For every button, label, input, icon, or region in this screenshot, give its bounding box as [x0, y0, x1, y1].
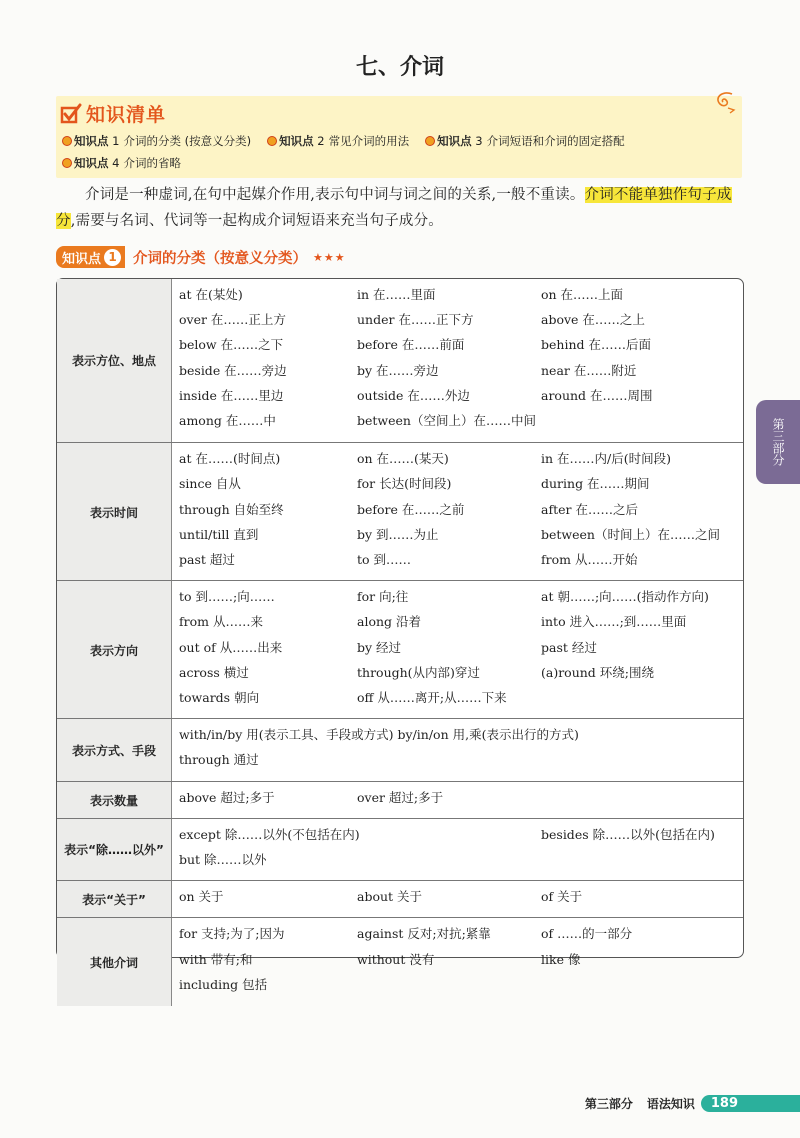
- table-row: [57, 880, 743, 918]
- preposition-entry: without 没有: [357, 951, 435, 967]
- preposition-entry: for 长达(时间段): [357, 476, 452, 492]
- preposition-entry: of ……的一部分: [541, 926, 633, 942]
- preposition-entry: past 经过: [541, 639, 597, 655]
- row-category-label: 表示“除……以外”: [57, 819, 172, 881]
- table-row: [57, 580, 743, 719]
- row-category-label: 表示数量: [57, 782, 172, 819]
- preposition-entry: across 横过: [179, 664, 249, 680]
- bullet-icon: [62, 158, 72, 168]
- preposition-entry: out of 从……出来: [179, 639, 283, 655]
- preposition-entry: behind 在……后面: [541, 337, 651, 353]
- preposition-entry: near 在……附近: [541, 362, 637, 378]
- page-number: 189: [701, 1095, 800, 1112]
- bullet-icon: [425, 136, 435, 146]
- knowledge-point-item[interactable]: 知识点 2 常见介词的用法: [267, 130, 409, 152]
- preposition-entry: under 在……正下方: [357, 312, 474, 328]
- preposition-entry: along 沿着: [357, 614, 422, 630]
- footer-section: 第三部分: [584, 1097, 633, 1111]
- preposition-entry: among 在……中: [179, 413, 276, 428]
- preposition-entry: except 除……以外(不包括在内): [179, 826, 360, 842]
- preposition-entry: by 到……为止: [357, 526, 439, 542]
- section-badge: 知识点 1: [56, 246, 125, 268]
- intro-paragraph: 介词是一种虚词,在句中起媒介作用,表示句中词与词之间的关系,一般不重读。介词不能单独作句子成分,需要与名词、代词等一起构成介词短语来充当句子成分。: [56, 187, 732, 229]
- preposition-entry: around 在……周围: [541, 387, 653, 403]
- highlighted-text: 介词不能单独作句子成分: [56, 187, 732, 229]
- preposition-entry: with/in/by 用(表示工具、手段或方式) by/in/on 用,乘(表示出行的方式): [179, 727, 579, 743]
- preposition-entry: before 在……前面: [357, 337, 465, 353]
- preposition-entry: after 在……之后: [541, 501, 638, 517]
- preposition-entry: for 向;往: [357, 589, 409, 605]
- table-row: [57, 917, 743, 1006]
- table-row: [57, 442, 743, 581]
- preposition-entry: against 反对;对抗;紧靠: [357, 926, 491, 942]
- preposition-entry: before 在……之前: [357, 501, 465, 517]
- table-row: [57, 279, 743, 442]
- preposition-entry: (a)round 环绕;围绕: [541, 664, 654, 680]
- row-category-label: 其他介词: [57, 918, 172, 1006]
- preposition-entry: to 到……: [357, 551, 412, 567]
- preposition-entry: on 在……(某天): [357, 451, 449, 467]
- preposition-entry: like 像: [541, 951, 581, 967]
- preposition-entry: until/till 直到: [179, 526, 259, 542]
- preposition-entry: with 带有;和: [179, 951, 253, 967]
- preposition-entry: about 关于: [357, 889, 423, 905]
- preposition-entry: above 在……之上: [541, 312, 645, 328]
- checkbox-check-icon: [60, 103, 82, 125]
- bullet-icon: [62, 136, 72, 146]
- preposition-entry: over 超过;多于: [357, 789, 444, 805]
- preposition-entry: through(从内部)穿过: [357, 664, 480, 680]
- table-row: [57, 718, 743, 781]
- knowledge-list-header: [60, 100, 166, 127]
- preposition-entry: between（空间上）在……中间: [357, 413, 536, 428]
- preposition-entry: at 在……(时间点): [179, 451, 281, 467]
- table-row: [57, 818, 743, 881]
- preposition-entry: of 关于: [541, 889, 583, 905]
- preposition-entry: in 在……里面: [357, 287, 436, 302]
- preposition-entry: towards 朝向: [179, 689, 260, 705]
- preposition-entry: beside 在……旁边: [179, 362, 287, 378]
- preposition-entry: since 自从: [179, 476, 241, 492]
- preposition-entry: inside 在……里边: [179, 387, 284, 403]
- table-row: [57, 781, 743, 819]
- preposition-entry: including 包括: [179, 976, 268, 992]
- row-category-label: 表示方向: [57, 581, 172, 719]
- knowledge-point-item[interactable]: 知识点 4 介词的省略: [62, 152, 181, 174]
- swirl-decoration-icon: [712, 90, 738, 114]
- knowledge-point-item[interactable]: 知识点 1 介词的分类 (按意义分类): [62, 130, 251, 152]
- preposition-entry: during 在……期间: [541, 476, 650, 492]
- preposition-entry: outside 在……外边: [357, 387, 470, 403]
- preposition-entry: from 从……开始: [541, 551, 638, 567]
- preposition-entry: through 通过: [179, 752, 259, 768]
- section-title: 介词的分类（按意义分类）: [133, 250, 308, 267]
- page-footer: [585, 1095, 800, 1112]
- side-chapter-tab[interactable]: 第三部分: [756, 400, 800, 484]
- preposition-entry: to 到……;向……: [179, 589, 275, 605]
- knowledge-list-items: [62, 130, 742, 174]
- preposition-entry: in 在……内/后(时间段): [541, 451, 671, 467]
- preposition-entry: into 进入……;到……里面: [541, 614, 687, 630]
- preposition-entry: by 经过: [357, 639, 402, 655]
- section-number: 1: [104, 249, 121, 266]
- preposition-entry: off 从……离开;从……下来: [357, 689, 507, 705]
- preposition-entry: through 自始至终: [179, 501, 284, 517]
- row-category-label: 表示方式、手段: [57, 719, 172, 781]
- preposition-entry: at 朝……;向……(指动作方向): [541, 589, 709, 605]
- row-category-label: 表示“关于”: [57, 881, 172, 918]
- preposition-entry: by 在……旁边: [357, 362, 439, 378]
- bullet-icon: [267, 136, 277, 146]
- row-category-label: 表示时间: [57, 443, 172, 581]
- row-category-label: 表示方位、地点: [57, 279, 172, 442]
- preposition-table: [56, 278, 744, 992]
- preposition-entry: on 在……上面: [541, 287, 624, 302]
- preposition-entry: above 超过;多于: [179, 789, 275, 805]
- preposition-entry: past 超过: [179, 551, 235, 567]
- section-heading: [56, 246, 346, 268]
- knowledge-point-item[interactable]: 知识点 3 介词短语和介词的固定搭配: [425, 130, 624, 152]
- preposition-entry: for 支持;为了;因为: [179, 926, 285, 942]
- difficulty-stars: ★★★: [313, 250, 346, 264]
- preposition-entry: below 在……之下: [179, 337, 284, 353]
- preposition-entry: from 从……来: [179, 614, 263, 630]
- page-title: 七、介词: [355, 55, 444, 80]
- preposition-entry: over 在……正上方: [179, 312, 286, 328]
- preposition-entry: on 关于: [179, 889, 224, 905]
- preposition-entry: besides 除……以外(包括在内): [541, 826, 715, 842]
- preposition-entry: between（时间上）在……之间: [541, 526, 720, 542]
- preposition-entry: at 在(某处): [179, 287, 243, 302]
- knowledge-list-title: 知识清单: [86, 104, 167, 126]
- knowledge-list-box: [56, 96, 742, 178]
- footer-topic: 语法知识: [646, 1097, 695, 1111]
- preposition-entry: but 除……以外: [179, 851, 267, 867]
